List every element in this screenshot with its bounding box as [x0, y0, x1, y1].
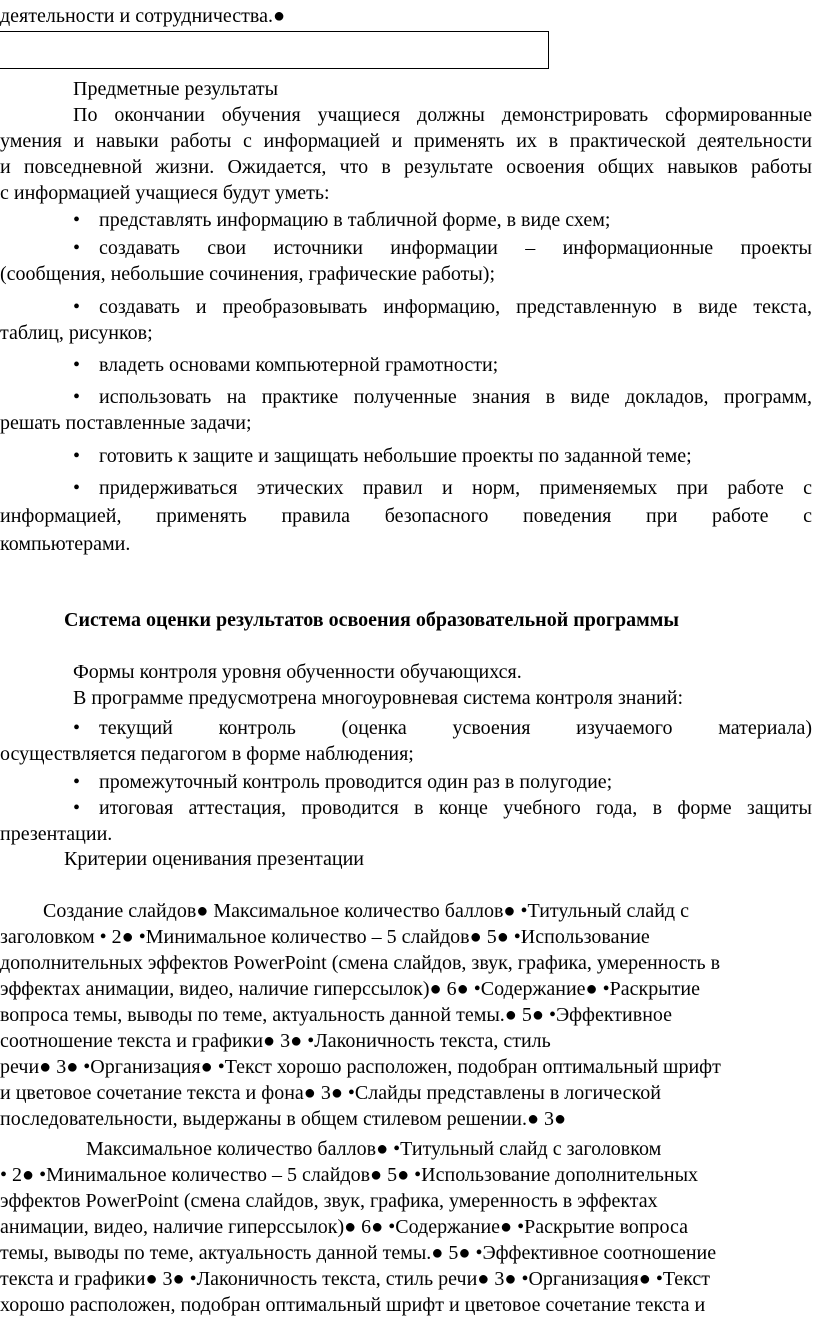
criteria-line: Максимальное количество баллов● •Титульный слайд с заголовком: [86, 1138, 662, 1160]
list-item-cont: информацией, применять правила безопасного поведения при работе с: [0, 505, 812, 527]
list-item: • текущий контроль (оценка усвоения изучаемого материала): [73, 717, 812, 739]
bullet-icon: •: [73, 797, 81, 819]
subject-para-line: и повседневной жизни. Ожидается, что в результате освоения общих навыков работы: [0, 156, 812, 178]
list-item-cont: (сообщения, небольшие сочинения, графические работы);: [0, 263, 496, 285]
intro-line: В программе предусмотрена многоуровневая система контроля знаний:: [73, 687, 684, 709]
bullet-icon: •: [73, 717, 81, 739]
criteria-line: эффектов PowerPoint (смена слайдов, звук, графика, умеренность в эффектах: [0, 1190, 658, 1212]
bullet-mark: ●: [272, 5, 286, 27]
criteria-line: соотношение текста и графики● 3● •Лаконичность текста, стиль: [0, 1030, 551, 1052]
criteria-line: последовательности, выдержаны в общем стилевом решении.● 3●: [0, 1108, 567, 1130]
list-item-cont: компьютерами.: [0, 533, 131, 555]
bullet-icon: •: [73, 477, 81, 499]
criteria-line: Создание слайдов● Максимальное количество баллов● •Титульный слайд с: [43, 900, 689, 922]
assessment-heading: Система оценки результатов освоения образовательной программы: [64, 609, 679, 631]
bullet-icon: •: [73, 386, 81, 408]
criteria-line: вопроса темы, выводы по теме, актуальность данной темы.● 5● •Эффективное: [0, 1004, 673, 1026]
subject-results-heading: Предметные результаты: [73, 78, 279, 100]
list-item: • использовать на практике полученные знания в виде докладов, программ,: [73, 386, 812, 408]
list-item-cont: презентации.: [0, 823, 113, 845]
criteria-line: • 2● •Минимальное количество – 5 слайдов● 5● •Использование дополнительных: [0, 1164, 699, 1186]
criteria-line: и цветовое сочетание текста и фона● 3● •Слайды представлены в логической: [0, 1082, 661, 1104]
subject-para-line: По окончании обучения учащиеся должны демонстрировать сформированные: [73, 104, 812, 126]
criteria-line: эффектах анимации, видео, наличие гиперссылок)● 6● •Содержание● •Раскрытие: [0, 978, 700, 1000]
bullet-icon: •: [73, 445, 81, 467]
list-item: • представлять информацию в табличной форме, в виде схем;: [73, 209, 611, 231]
bullet-icon: •: [73, 296, 81, 318]
list-item: • создавать и преобразовывать информацию, представленную в виде текста,: [73, 296, 812, 318]
criteria-line: анимации, видео, наличие гиперссылок)● 6● •Содержание● •Раскрытие вопроса: [0, 1216, 688, 1238]
bullet-icon: •: [73, 237, 81, 259]
forms-line: Формы контроля уровня обученности обучающихся.: [73, 661, 522, 683]
list-item-cont: осуществляется педагогом в форме наблюдения;: [0, 743, 414, 765]
bullet-icon: •: [73, 354, 81, 376]
intro-line: деятельности и сотрудничества.●: [0, 5, 286, 27]
list-item: • промежуточный контроль проводится один раз в полугодие;: [73, 771, 613, 793]
criteria-heading: Критерии оценивания презентации: [64, 848, 364, 870]
list-item-cont: решать поставленные задачи;: [0, 412, 252, 434]
list-item: • владеть основами компьютерной грамотности;: [73, 354, 499, 376]
criteria-line: заголовком • 2● •Минимальное количество – 5 слайдов● 5● •Использование: [0, 926, 650, 948]
list-item-cont: таблиц, рисунков;: [0, 322, 153, 344]
list-item: • готовить к защите и защищать небольшие проекты по заданной теме;: [73, 445, 692, 467]
list-item: • придерживаться этических правил и норм, применяемых при работе с: [73, 477, 812, 499]
empty-text-frame: [0, 31, 549, 69]
list-item: • создавать свои источники информации – информационные проекты: [73, 237, 812, 259]
criteria-line: речи● 3● •Организация● •Текст хорошо расположен, подобран оптимальный шрифт: [0, 1056, 721, 1078]
subject-para-line: с информацией учащиеся будут уметь:: [0, 182, 330, 204]
bullet-icon: •: [73, 209, 81, 231]
criteria-line: текста и графики● 3● •Лаконичность текста, стиль речи● 3● •Организация● •Текст: [0, 1268, 711, 1290]
list-item: • итоговая аттестация, проводится в конце учебного года, в форме защиты: [73, 797, 812, 819]
criteria-line: дополнительных эффектов PowerPoint (смена слайдов, звук, графика, умеренность в: [0, 952, 721, 974]
criteria-line: темы, выводы по теме, актуальность данной темы.● 5● •Эффективное соотношение: [0, 1242, 717, 1264]
subject-para-line: умения и навыки работы с информацией и применять их в практической деятельности: [0, 130, 812, 152]
bullet-icon: •: [73, 771, 81, 793]
criteria-line: хорошо расположен, подобран оптимальный шрифт и цветовое сочетание текста и: [0, 1294, 706, 1316]
